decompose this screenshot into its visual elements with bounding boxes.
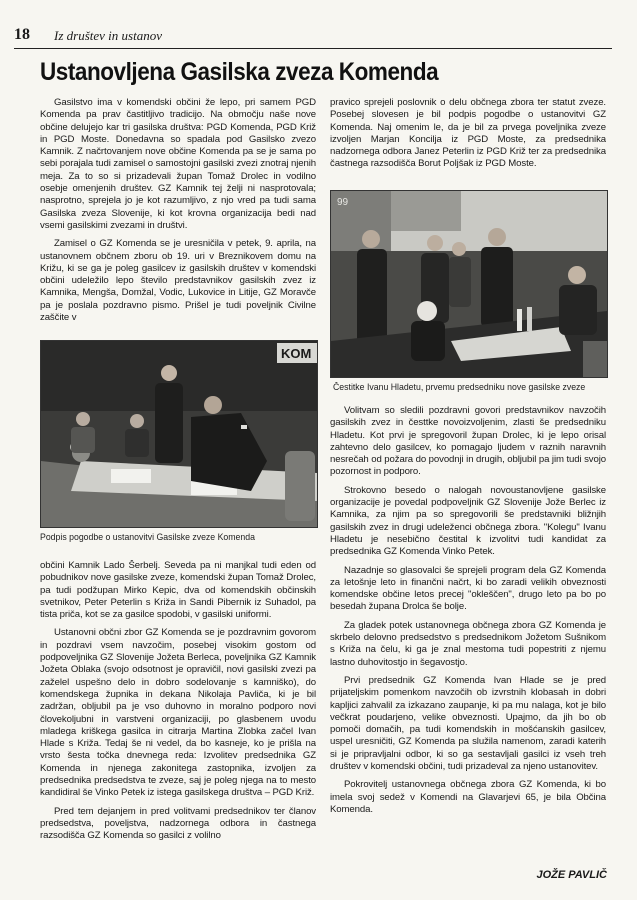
paragraph: Prvi predsednik GZ Komenda Ivan Hlade se je pred prijateljskim pomenkom navzočih ob izvrstnih klobasah in dobri kapljici zahvalil za izkazano zaupanje, ki pa mu nalaga, kot je bilo večkrat poudarjeno, velike obveznosti. Upajmo, da jih bo ob pomoči domačih, pa tudi komendskih in mošćanskih gasilcev, uspel uresničiti, GZ Komenda pa služila namenom, zaradi katerih si je pripravljalni odbor, ki so ga sestavljali gasilci iz vseh treh društev v komendski občini, tudi prizadeval za njeno ustanovitev. — [330, 674, 606, 773]
paragraph: Gasilstvo ima v komendski občini že lepo, pri samem PGD Komenda pa prav častitljivo tradicijo. Na območju naše nove občine delujejo kar tri gasilska društva: PGD Komenda, PGD Križ in PGD Moste. Donedavna so spadala pod Gasilsko zvezo Kamnik. Z načrtovanjem nove občine Komenda pa se je sama po sebi porajala tudi zamisel o samostojni gasilski zvezi znotraj njenih meja. Za to so si prizadevali župan Tomaž Drolec in vodilno osebje omenjenih društev. GZ Kamnik tej želji ni nasprotovala; nasprotno, sprejela jo je kot razumljivo, z njo vred pa tudi sama Gasilska zveza Slovenije, ki kot krovna organizacija bedi nad vsemi gasilskimi zvezami in društvi. — [40, 97, 316, 231]
article-column-right-bottom — [330, 405, 606, 875]
article-column-left-bottom — [40, 560, 316, 880]
paragraph: Pred tem dejanjem in pred volitvami predsednikov ter članov predsedstva, poveljstva, nadzornega odbora in častnega razsodišča GZ Komenda so gasilci z volilno — [40, 805, 316, 842]
paragraph: Strokovno besedo o nalogah novoustanovljene gasilske organizacije je povedal podpoveljnik GZ Slovenije Jože Berlec iz Kamnika, za njim pa so spregovorili še predstavniki bližnjih gasilskih zvez in drugi udeleženci občnega zbora. "Kolegu" Ivanu Hladetu je nesebično čestital k izvolitvi tudi kandidat za predsednika GZ Komenda Vinko Petek. — [330, 484, 606, 558]
photo-caption-left: Podpis pogodbe o ustanovitvi Gasilske zveze Komenda — [40, 532, 255, 542]
page-header — [14, 26, 612, 49]
article-column-right-top — [330, 97, 606, 189]
article-column-left-top — [40, 97, 316, 333]
paragraph: Za gladek potek ustanovnega občnega zbora GZ Komenda je skrbelo delovno predsedstvo s predsednikom Jožetom Sušnikom s Križa na čelu, ki ga je znal mestoma tudi popestriti z njemu lastno duhovitostjo in šegavostjo. — [330, 619, 606, 668]
paragraph: Pokrovitelj ustanovnega občnega zbora GZ Komenda, ki bo imela svoj sedež v Komendi na Glavarjevi 65, je bila Občina Komenda. — [330, 779, 606, 815]
paragraph: Volitvam so sledili pozdravni govori predstavnikov navzočih gasilskih zvez in česttke novoizvoljenim, zlasti še predsedniku Hladetu. Kot prvi je spregovoril župan Drolec, ki je lepo orisal zahtevno delo gasilcev, ko pomagajo ljudem v raznih naravnih nesrečah od požara do povodnji in drugih, obljubil pa jim tudi svojo pozornost in podporo. — [330, 405, 606, 478]
paragraph: Ustanovni občni zbor GZ Komenda se je pozdravnim govorom in pozdravi vsem navzočim, posebej visokim gostom od podpoveljnika GZ Slovenije Jožeta Berleca, poveljnika GZ Kamnik Jožeta Oblaka (svojo odsotnost je opravičil, novi gasilski zvezi pa zaželel uspešno delo in dobro sodelovanje s kamniško), do komendskega župnika in dekana Nikolaja Pavliča, ki je bil zadržan, obljubil pa je vso duhovno in moralno podporo novi človekoljubni in varstveni organizaciji, po glasbenem uvodu mladega kriškega gasilca in citrarja Martina Zlobka začel Ivan Hlade s Križa. Tedaj še ni vedel, da bo kasneje, ko je prišla na vrsto šesta točka dnevnega reda: Izvolitev predsednika GZ Komenda in njenega zakonitega zastopnika, izvoljen za predsednika predsedstva te zveze, saj je poleg njega na to mesto kandidiral še Vinko Petek iz istega gasilskega društva – PGD Križ. — [40, 627, 316, 799]
photo-caption-right: Čestitke Ivanu Hladetu, prvemu predsedniku nove gasilske zveze — [333, 382, 586, 392]
paragraph: Nazadnje so glasovalci še sprejeli program dela GZ Komenda za letošnje leto in finančni načrt, ki bo zaradi velikih obveznosti komendske občine letos precej "okleščen", drugo leto pa bo po besedah župana Drolca še bolje. — [330, 564, 606, 613]
paragraph: Zamisel o GZ Komenda se je uresničila v petek, 9. aprila, na ustanovnem občnem zboru ob 19. uri v Breznikovem domu na Križu, ki se ga je poleg gasilcev iz gasilskih društev v komendski občini udeležilo lepo število predstavnikov gasilskih zvez iz Kamnika, Mengša, Domžal, Vodic, Lukovice in Litije, GZ Moravče pa je poslala pozdravno pismo. Prišel je tudi poveljnik Civilne zaščite v — [40, 238, 316, 324]
photo-banner-text: KOM — [281, 346, 312, 361]
paragraph: pravico sprejeli poslovnik o delu občnega zbora ter statut zveze. Posebej slovesen je bil podpis pogodbe o ustanovitvi GZ Komenda. Naj omenim le, da je bil za prvega poveljnika zveze izvoljen Marjan Koncilja iz PGD Moste, za predsednika nadzornega odbora Janez Peterlin iz PGD Križ ter za predsednika častnega razsodišča Borut Poljšak iz PGD Moste. — [330, 97, 606, 170]
paragraph: občini Kamnik Lado Šerbelj. Seveda pa ni manjkal tudi eden od pobudnikov nove gasilske zveze, komendski župan Tomaž Drolec, pa tudi podžupan Mirko Kepic, dva od komendskih občinskih svetnikov, Peter Peterlin s Križa in Sandi Pibernik iz Suhadol, pa tista priča, kot se za gasilce spodobi, v gasilski uniformi. — [40, 560, 316, 621]
section-title: Iz društev in ustanov — [54, 28, 162, 43]
photo-signing — [40, 340, 318, 528]
author-byline: JOŽE PAVLIČ — [536, 869, 607, 881]
photo-congratulations — [330, 190, 608, 378]
page-number: 18 — [14, 26, 30, 43]
photo-banner-text: 99 — [337, 197, 349, 208]
article-title: Ustanovljena Gasilska zveza Komenda — [40, 58, 439, 86]
